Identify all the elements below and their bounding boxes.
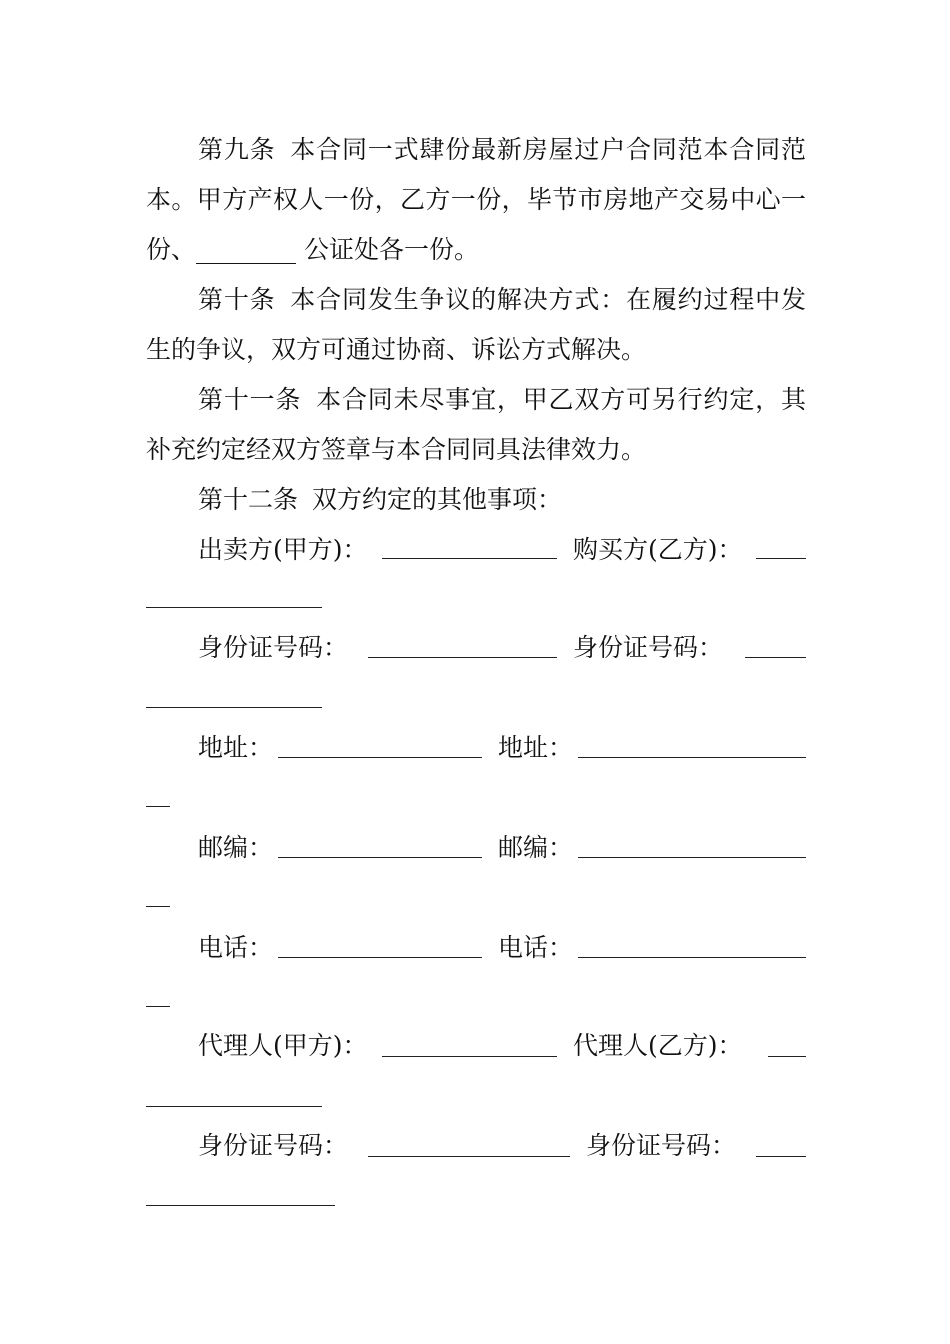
- agent-a-id-label: 身份证号码：: [198, 1131, 349, 1160]
- article-12-text: 双方约定的其他事项：: [312, 485, 563, 514]
- buyer-label: 购买方(乙方)：: [573, 535, 743, 564]
- address-row: [198, 728, 808, 768]
- buyer-address-blank[interactable]: [578, 757, 806, 758]
- buyer-blank[interactable]: [756, 558, 806, 559]
- agent-id-row: [198, 1126, 808, 1166]
- article-12: [146, 475, 806, 525]
- article-9-label: 第九条: [198, 135, 276, 164]
- buyer-postcode-label: 邮编：: [498, 833, 574, 862]
- buyer-address-blank-continued[interactable]: [146, 806, 170, 807]
- buyer-id-blank-continued[interactable]: [146, 707, 322, 708]
- seller-phone-label: 电话：: [198, 933, 274, 962]
- agent-a-label: 代理人(甲方)：: [198, 1031, 368, 1060]
- agent-a-blank[interactable]: [382, 1056, 557, 1057]
- seller-blank[interactable]: [382, 558, 557, 559]
- article-9: [146, 125, 806, 275]
- agent-b-id-blank[interactable]: [756, 1156, 806, 1157]
- article-11-text: 本合同未尽事宜，甲乙双方可另行约定，其补充约定经双方签章与本合同同具法律效力。: [146, 385, 806, 464]
- buyer-blank-continued[interactable]: [146, 607, 322, 608]
- buyer-postcode-blank[interactable]: [578, 857, 806, 858]
- seller-address-blank[interactable]: [278, 757, 482, 758]
- article-9-text: 本合同一式肆份最新房屋过户合同范本合同范本。甲方产权人一份，乙方一份，毕节市房地产交易中心一份、: [146, 135, 806, 264]
- article-11: [146, 375, 806, 475]
- buyer-phone-blank[interactable]: [578, 957, 806, 958]
- agent-row: [198, 1026, 808, 1066]
- seller-phone-blank[interactable]: [278, 957, 482, 958]
- agent-b-label: 代理人(乙方)：: [573, 1031, 743, 1060]
- agent-b-blank-continued[interactable]: [146, 1106, 322, 1107]
- article-10-text: 本合同发生争议的解决方式：在履约过程中发生的争议，双方可通过协商、诉讼方式解决。: [146, 285, 806, 364]
- agent-a-id-blank[interactable]: [368, 1156, 570, 1157]
- phone-row: [198, 928, 808, 968]
- seller-id-label: 身份证号码：: [198, 633, 349, 662]
- article-9-blank[interactable]: ________: [196, 235, 297, 264]
- article-10: [146, 275, 806, 375]
- buyer-postcode-blank-continued[interactable]: [146, 906, 170, 907]
- seller-postcode-label: 邮编：: [198, 833, 274, 862]
- agent-b-id-blank-continued[interactable]: [146, 1205, 335, 1206]
- seller-id-blank[interactable]: [368, 657, 557, 658]
- id-row: [198, 628, 808, 668]
- buyer-id-label: 身份证号码：: [573, 633, 724, 662]
- postcode-row: [198, 828, 808, 868]
- party-row: [198, 530, 808, 570]
- article-11-label: 第十一条: [198, 385, 302, 414]
- seller-postcode-blank[interactable]: [278, 857, 482, 858]
- agent-b-id-label: 身份证号码：: [586, 1131, 737, 1160]
- article-12-label: 第十二条: [198, 485, 299, 514]
- buyer-id-blank[interactable]: [745, 657, 806, 658]
- article-9-tail: 公证处各一份。: [303, 235, 479, 264]
- agent-b-blank[interactable]: [768, 1056, 806, 1057]
- buyer-address-label: 地址：: [498, 733, 574, 762]
- seller-label: 出卖方(甲方)：: [198, 535, 368, 564]
- buyer-phone-blank-continued[interactable]: [146, 1006, 170, 1007]
- buyer-phone-label: 电话：: [498, 933, 574, 962]
- seller-address-label: 地址：: [198, 733, 274, 762]
- article-10-label: 第十条: [198, 285, 276, 314]
